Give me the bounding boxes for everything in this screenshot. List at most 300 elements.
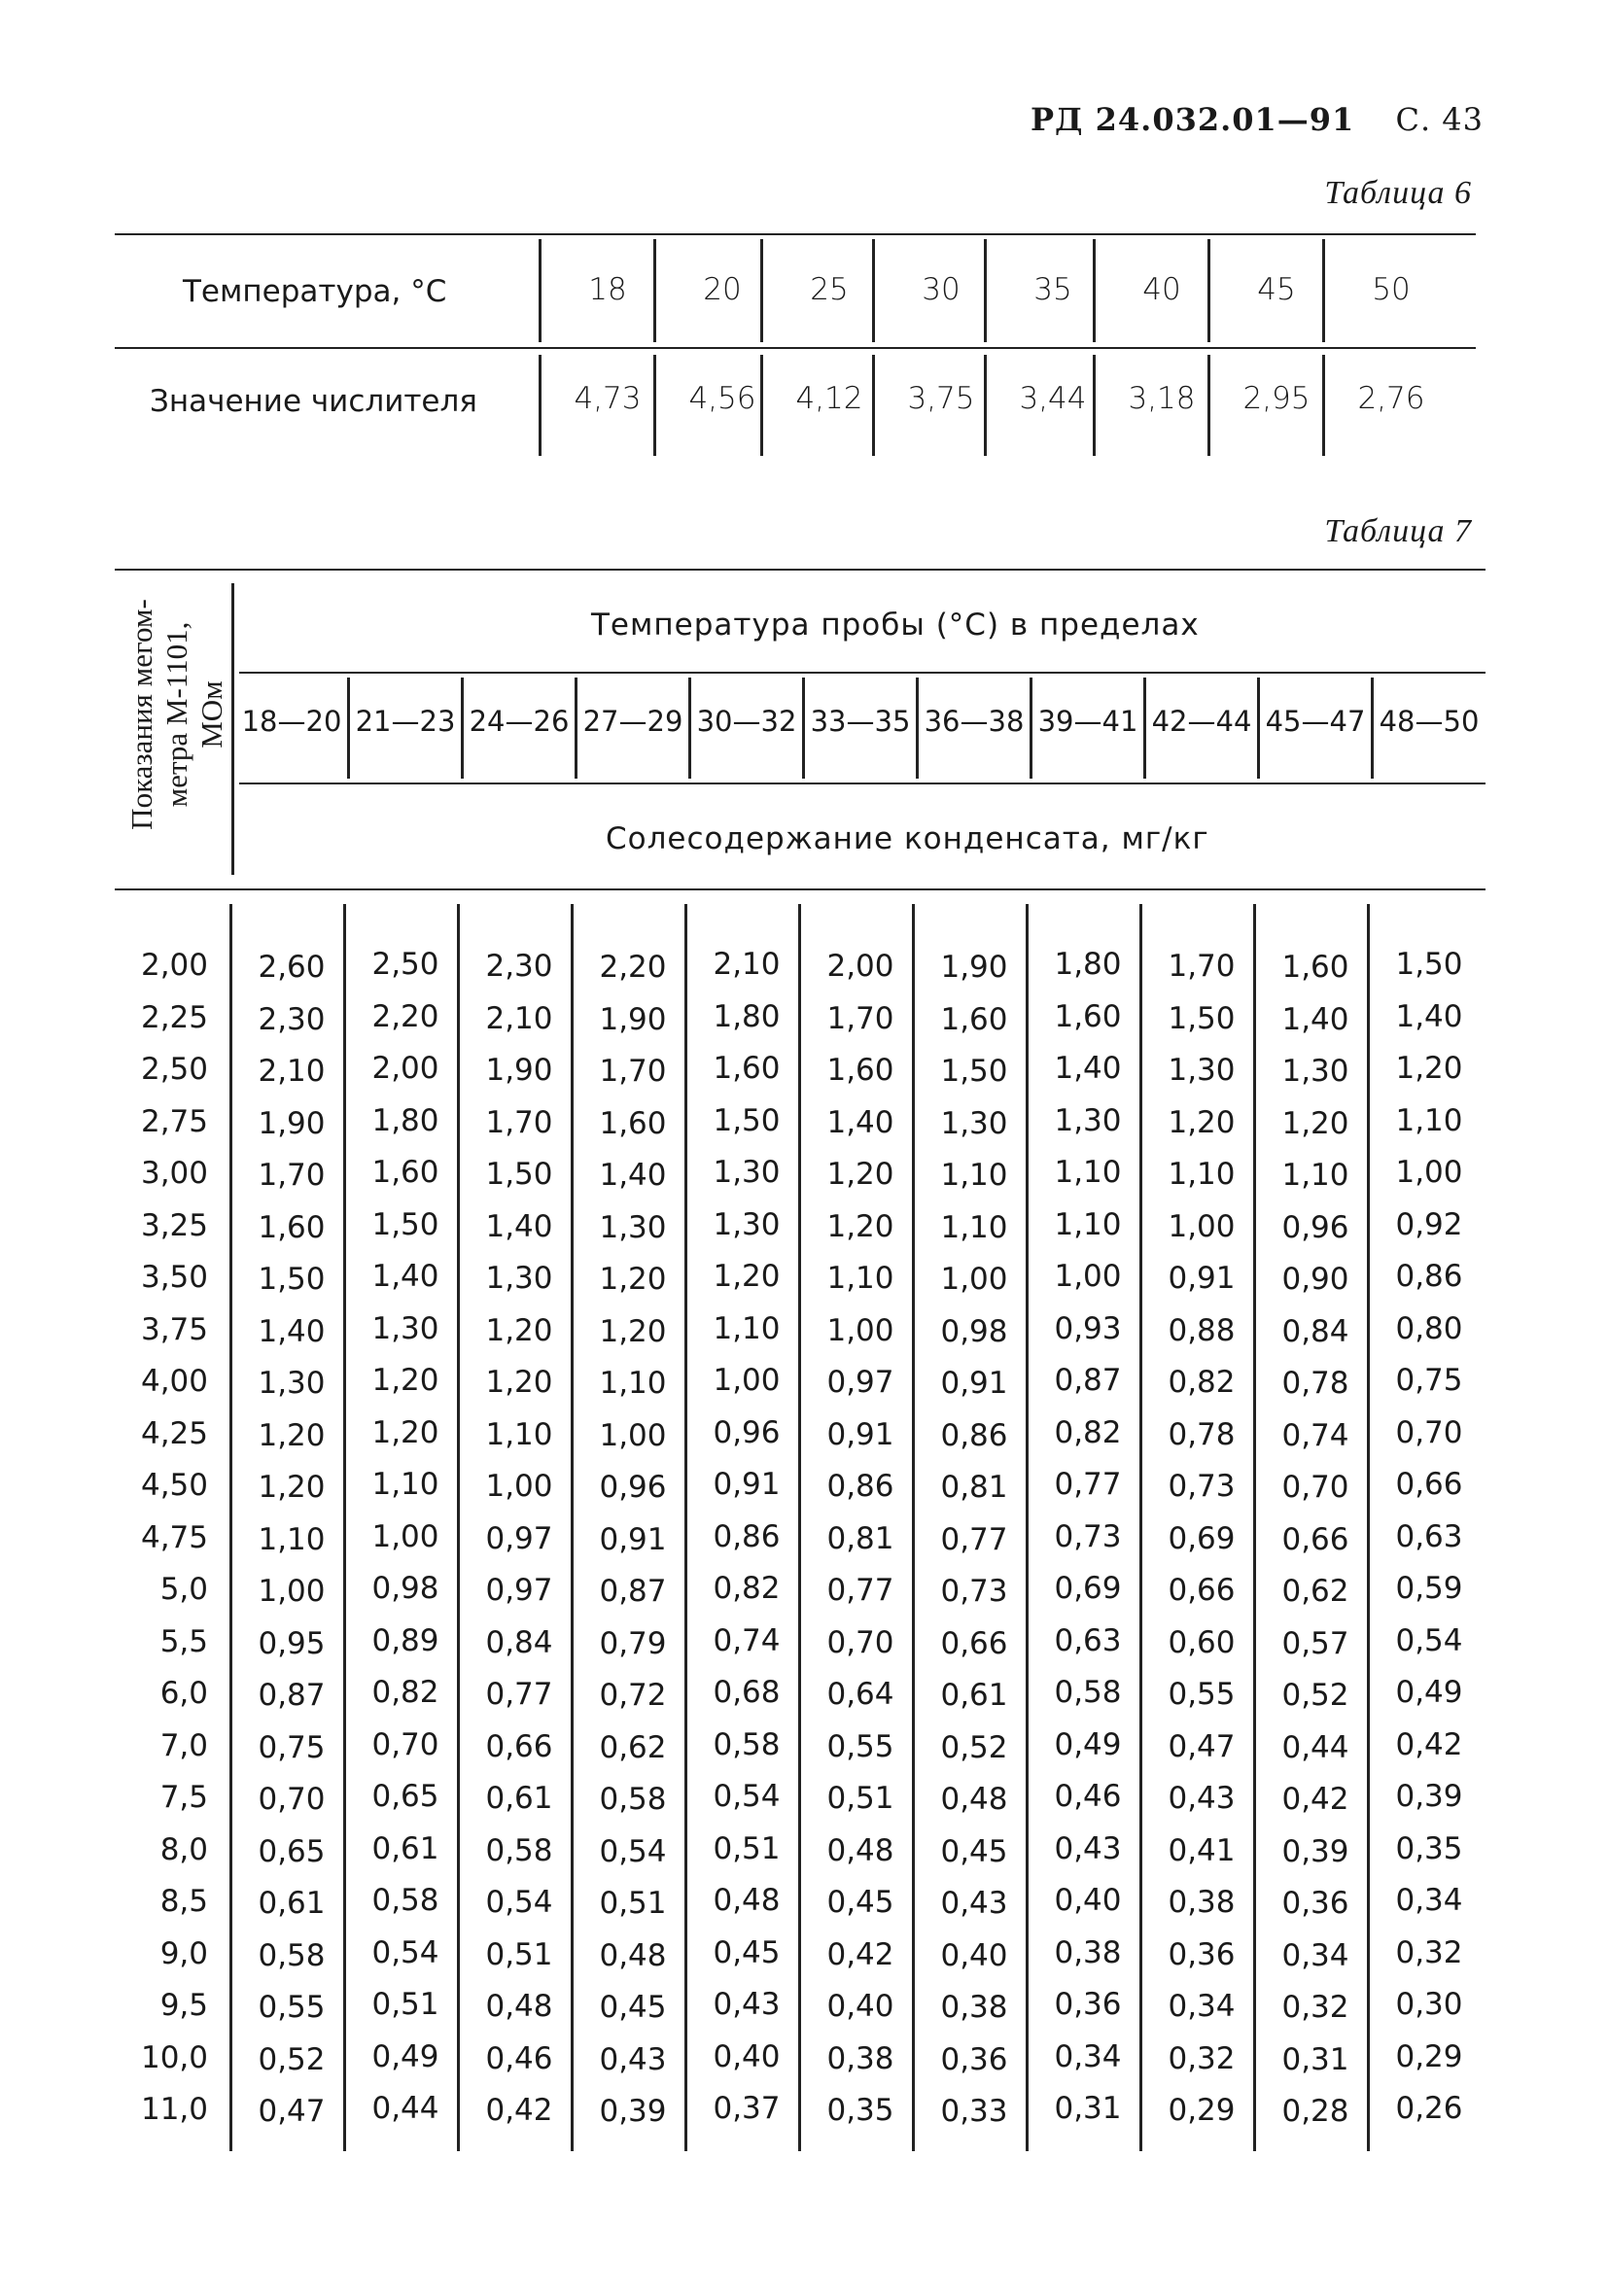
table7-value-cell: 0,87 [1054, 1363, 1122, 1398]
table7-range-header: 30—32 [696, 705, 797, 738]
table7-value-cell: 1,00 [258, 1574, 326, 1609]
table7-megohmmeter-reading: 4,00 [140, 1364, 208, 1399]
table7-value-cell: 1,20 [258, 1417, 326, 1453]
table7-value-cell: 0,46 [1054, 1779, 1122, 1814]
table7-value-cell: 0,45 [713, 1934, 781, 1970]
table7-value-cell: 0,44 [371, 2091, 439, 2126]
table6-column-rule [984, 239, 987, 342]
table7-value-cell: 0,51 [371, 1987, 439, 2022]
table7-value-cell: 0,48 [940, 1782, 1008, 1817]
table7-value-cell: 0,78 [1281, 1366, 1349, 1401]
table7-value-cell: 0,40 [713, 2038, 781, 2074]
table7-range-bottom-rule [239, 783, 1486, 784]
table7-value-cell: 2,50 [371, 947, 439, 982]
table7-value-cell: 0,49 [371, 2038, 439, 2074]
table7-range-rule [1371, 678, 1374, 779]
table7-value-cell: 0,52 [258, 2041, 326, 2077]
table7-value-cell: 1,20 [1168, 1104, 1236, 1140]
row-header-line-1: Показания мегом- [124, 599, 158, 830]
table7-value-cell: 1,20 [713, 1259, 781, 1294]
table7-value-cell: 0,45 [826, 1885, 894, 1920]
table6-temperature-label: Температура, °С [183, 274, 447, 309]
table7-value-cell: 0,82 [1168, 1365, 1236, 1400]
table7-value-cell: 0,73 [940, 1574, 1008, 1609]
table7-value-cell: 0,41 [1168, 1832, 1236, 1868]
table7-value-cell: 0,40 [1054, 1883, 1122, 1918]
table7-value-cell: 1,40 [1054, 1051, 1122, 1086]
table7-value-cell: 0,58 [1054, 1675, 1122, 1710]
table7-value-cell: 0,58 [371, 1883, 439, 1918]
table7-value-cell: 0,44 [1281, 1729, 1349, 1765]
table7-value-cell: 0,91 [599, 1521, 667, 1557]
table7-value-cell: 0,34 [1054, 2038, 1122, 2074]
table7-value-cell: 0,55 [258, 1990, 326, 2025]
table7-value-cell: 0,82 [1054, 1414, 1122, 1450]
table7-value-cell: 0,57 [1281, 1625, 1349, 1661]
table6-value-cell: 2,76 [1357, 381, 1425, 416]
table7-value-cell: 0,81 [940, 1470, 1008, 1505]
table7-value-cell: 0,31 [1054, 2091, 1122, 2126]
table7-value-cell: 1,40 [599, 1158, 667, 1193]
table7-column-rule [229, 904, 232, 2151]
table7-value-cell: 1,30 [713, 1206, 781, 1242]
table6-value-cell: 4,12 [795, 381, 863, 416]
table7-value-cell: 0,54 [1395, 1622, 1463, 1658]
table7-value-cell: 0,34 [1168, 1989, 1236, 2024]
table7-value-cell: 1,20 [599, 1262, 667, 1297]
table7-value-cell: 0,38 [1054, 1934, 1122, 1970]
table7-value-cell: 0,73 [1054, 1518, 1122, 1554]
table7-value-cell: 0,82 [713, 1571, 781, 1606]
table7-value-cell: 0,49 [1395, 1675, 1463, 1710]
table7-value-cell: 0,48 [599, 1937, 667, 1973]
table7-value-cell: 0,87 [599, 1574, 667, 1609]
table7-value-cell: 0,75 [258, 1729, 326, 1765]
table7-value-cell: 0,58 [713, 1726, 781, 1762]
table6-caption: Таблица 6 [1324, 175, 1472, 211]
table7-value-cell: 1,30 [940, 1105, 1008, 1141]
table7-megohmmeter-reading: 5,5 [159, 1623, 208, 1659]
table7-value-cell: 0,64 [826, 1677, 894, 1712]
table7-value-cell: 0,66 [1281, 1521, 1349, 1557]
table7-value-cell: 1,10 [1395, 1102, 1463, 1138]
table6-temperature-cell: 40 [1142, 272, 1181, 307]
table7-value-cell: 0,54 [599, 1833, 667, 1869]
table6-temperature-cell: 25 [810, 272, 849, 307]
table7-value-cell: 0,70 [258, 1782, 326, 1817]
table7-value-cell: 2,10 [713, 947, 781, 982]
table7-value-cell: 0,54 [485, 1885, 553, 1920]
table7-value-cell: 1,10 [1168, 1157, 1236, 1192]
table6-temperature-cell: 20 [703, 272, 742, 307]
table6-column-rule [872, 239, 875, 342]
table7-value-cell: 1,20 [258, 1470, 326, 1505]
table7-value-cell: 1,80 [1054, 947, 1122, 982]
table7-value-cell: 0,77 [1054, 1467, 1122, 1502]
table7-value-cell: 1,10 [599, 1366, 667, 1401]
table7-value-cell: 0,92 [1395, 1206, 1463, 1242]
table7-value-cell: 0,70 [1395, 1414, 1463, 1450]
table7-megohmmeter-reading: 3,25 [140, 1207, 208, 1243]
table6-column-rule [760, 239, 763, 342]
table7-value-cell: 1,00 [1395, 1155, 1463, 1190]
table7-range-header: 42—44 [1151, 705, 1252, 738]
table7-value-cell: 1,50 [1395, 947, 1463, 982]
table7-value-cell: 0,51 [485, 1936, 553, 1972]
table6-mid-rule [115, 347, 1476, 349]
table7-value-cell: 0,84 [1281, 1313, 1349, 1349]
table7-value-cell: 0,48 [826, 1832, 894, 1868]
table7-value-cell: 0,36 [1054, 1987, 1122, 2022]
table7-value-cell: 2,20 [371, 998, 439, 1034]
table7-value-cell: 1,60 [713, 1051, 781, 1086]
table7-value-cell: 1,10 [1054, 1206, 1122, 1242]
table7-value-cell: 0,74 [1281, 1417, 1349, 1453]
table7-value-cell: 0,28 [1281, 2094, 1349, 2129]
table7-value-cell: 0,77 [826, 1573, 894, 1608]
table7-value-cell: 1,10 [258, 1521, 326, 1557]
table6-value-cell: 4,56 [688, 381, 756, 416]
table7-value-cell: 0,49 [1054, 1726, 1122, 1762]
table7-megohmmeter-reading: 7,5 [159, 1780, 208, 1815]
table7-value-cell: 1,40 [485, 1208, 553, 1244]
table7-value-cell: 0,86 [826, 1469, 894, 1504]
table7-value-cell: 0,66 [940, 1625, 1008, 1661]
table7-value-cell: 1,00 [485, 1469, 553, 1504]
table7-value-cell: 0,60 [1168, 1624, 1236, 1660]
table7-range-rule [575, 678, 577, 779]
table7-value-cell: 1,30 [485, 1261, 553, 1296]
table7-value-cell: 1,10 [713, 1310, 781, 1346]
table7-value-cell: 0,97 [485, 1520, 553, 1556]
table7-value-cell: 1,70 [826, 1000, 894, 1036]
table6-temperature-cell: 30 [922, 272, 961, 307]
table7-value-cell: 0,35 [826, 2093, 894, 2128]
table7-value-cell: 1,20 [485, 1312, 553, 1348]
table7-value-cell: 0,79 [599, 1625, 667, 1661]
table7-value-cell: 2,00 [826, 949, 894, 984]
table7-value-cell: 0,42 [485, 2093, 553, 2128]
table7-value-cell: 1,90 [599, 1001, 667, 1037]
table6-column-rule [872, 355, 875, 456]
table6-column-rule [760, 355, 763, 456]
table7-value-cell: 1,20 [1395, 1051, 1463, 1086]
table6-value-cell: 3,44 [1019, 381, 1087, 416]
table7-range-rule [1143, 678, 1146, 779]
table7-value-cell: 1,90 [258, 1105, 326, 1141]
table7-value-cell: 0,63 [1054, 1622, 1122, 1658]
table7-value-cell: 1,50 [371, 1206, 439, 1242]
table7-value-cell: 1,40 [1395, 998, 1463, 1034]
table7-value-cell: 1,50 [258, 1262, 326, 1297]
table7-value-cell: 1,20 [1281, 1105, 1349, 1141]
table7-value-cell: 0,55 [826, 1728, 894, 1764]
table7-value-cell: 1,30 [371, 1310, 439, 1346]
table7-value-cell: 1,00 [826, 1312, 894, 1348]
table7-megohmmeter-reading: 6,0 [159, 1676, 208, 1711]
table7-header-bottom-rule [115, 888, 1486, 890]
table6-column-rule [539, 239, 542, 342]
table7-range-rule [916, 678, 919, 779]
table7-value-cell: 0,32 [1168, 2040, 1236, 2076]
table7-value-cell: 0,43 [713, 1987, 781, 2022]
table7-megohmmeter-reading: 2,00 [140, 948, 208, 983]
table7-range-rule [688, 678, 691, 779]
table7-value-cell: 1,70 [485, 1104, 553, 1140]
table7-value-cell: 0,91 [940, 1366, 1008, 1401]
table6-column-rule [1207, 239, 1210, 342]
table7-value-cell: 0,40 [940, 1937, 1008, 1973]
table7-value-cell: 1,00 [1054, 1259, 1122, 1294]
table7-value-cell: 1,20 [826, 1157, 894, 1192]
table6-top-rule [115, 233, 1476, 235]
table6 [115, 233, 1476, 457]
table7-range-header: 21—23 [355, 705, 456, 738]
table7-value-cell: 1,80 [371, 1102, 439, 1138]
page-header [1031, 101, 1484, 138]
table7-range-header: 18—20 [241, 705, 342, 738]
table7-value-cell: 1,10 [485, 1416, 553, 1452]
table7-value-cell: 0,34 [1395, 1883, 1463, 1918]
table7-value-cell: 0,61 [371, 1830, 439, 1866]
table7-value-cell: 1,60 [1281, 950, 1349, 985]
table7-value-cell: 1,30 [713, 1155, 781, 1190]
table7-value-cell: 0,77 [940, 1521, 1008, 1557]
table7-range-header: 36—38 [924, 705, 1025, 738]
table7-value-cell: 1,00 [713, 1363, 781, 1398]
table7-value-cell: 1,10 [1281, 1158, 1349, 1193]
table7-value-cell: 0,68 [713, 1675, 781, 1710]
table6-column-rule [539, 355, 542, 456]
table7-value-cell: 0,63 [1395, 1518, 1463, 1554]
table7-range-rule [1030, 678, 1032, 779]
table7-value-cell: 1,50 [940, 1054, 1008, 1089]
table7-value-cell: 0,61 [258, 1886, 326, 1921]
table7-value-cell: 0,35 [1395, 1830, 1463, 1866]
table7-value-cell: 0,36 [1168, 1936, 1236, 1972]
table7-megohmmeter-reading: 4,75 [140, 1519, 208, 1555]
table7-value-cell: 0,43 [940, 1886, 1008, 1921]
table7-value-cell: 1,60 [826, 1053, 894, 1088]
table7-range-header: 39—41 [1037, 705, 1138, 738]
table7-value-cell: 0,86 [713, 1518, 781, 1554]
table7-value-cell: 1,00 [940, 1262, 1008, 1297]
table7-value-cell: 0,33 [940, 2094, 1008, 2129]
table7-megohmmeter-reading: 8,5 [159, 1884, 208, 1919]
table7-megohmmeter-reading: 10,0 [140, 2039, 208, 2075]
table7-salt-content-header: Солесодержание конденсата, мг/кг [606, 821, 1209, 856]
table7-value-cell: 1,30 [1168, 1053, 1236, 1088]
table7-range-rule [347, 678, 350, 779]
table7-megohmmeter-reading: 8,0 [159, 1831, 208, 1867]
table7-range-header: 48—50 [1379, 705, 1480, 738]
table7-value-cell: 1,10 [940, 1158, 1008, 1193]
table7-value-cell: 0,59 [1395, 1571, 1463, 1606]
table7-value-cell: 2,30 [485, 949, 553, 984]
table7-value-cell: 1,00 [599, 1417, 667, 1453]
table7-value-cell: 0,46 [485, 2040, 553, 2076]
table7-value-cell: 2,60 [258, 950, 326, 985]
table7-value-cell: 1,40 [371, 1259, 439, 1294]
table7-value-cell: 0,73 [1168, 1469, 1236, 1504]
table7-megohmmeter-reading: 9,0 [159, 1935, 208, 1971]
table7-value-cell: 0,96 [599, 1470, 667, 1505]
table7-value-cell: 0,52 [1281, 1678, 1349, 1713]
table7-value-cell: 0,47 [258, 2094, 326, 2129]
table7-value-cell: 0,29 [1168, 2093, 1236, 2128]
table7-value-cell: 0,37 [713, 2091, 781, 2126]
table7-value-cell: 1,90 [485, 1053, 553, 1088]
row-header-line-2: метра М-1101, [159, 621, 193, 808]
table7-value-cell: 0,93 [1054, 1310, 1122, 1346]
table7-value-cell: 1,20 [599, 1313, 667, 1349]
table7-value-cell: 0,81 [826, 1520, 894, 1556]
table7-value-cell: 1,60 [371, 1155, 439, 1190]
table7-value-cell: 0,84 [485, 1624, 553, 1660]
row-header-line-3: МОм [194, 680, 228, 748]
table6-value-cell: 3,18 [1128, 381, 1196, 416]
table7-value-cell: 0,62 [599, 1729, 667, 1765]
table7-value-cell: 1,30 [1054, 1102, 1122, 1138]
table7-value-cell: 1,20 [826, 1208, 894, 1244]
table7-range-header: 33—35 [810, 705, 911, 738]
table7-value-cell: 0,98 [371, 1571, 439, 1606]
table7-value-cell: 0,36 [940, 2041, 1008, 2077]
table7-value-cell: 0,42 [1395, 1726, 1463, 1762]
table7 [115, 569, 1486, 2153]
table6-column-rule [653, 355, 656, 456]
table7-top-rule [115, 569, 1486, 571]
table6-temperature-cell: 18 [588, 272, 627, 307]
table7-value-cell: 0,91 [713, 1467, 781, 1502]
table7-range-header: 45—47 [1265, 705, 1366, 738]
table7-value-cell: 0,54 [371, 1934, 439, 1970]
table7-value-cell: 0,88 [1168, 1312, 1236, 1348]
table7-value-cell: 1,30 [599, 1209, 667, 1245]
table7-value-cell: 1,50 [713, 1102, 781, 1138]
table7-value-cell: 0,91 [1168, 1261, 1236, 1296]
table7-value-cell: 1,60 [1054, 998, 1122, 1034]
table7-value-cell: 0,58 [599, 1782, 667, 1817]
table7-value-cell: 0,65 [371, 1779, 439, 1814]
table7-value-cell: 2,10 [258, 1054, 326, 1089]
table7-value-cell: 0,90 [1281, 1262, 1349, 1297]
table6-column-rule [1093, 355, 1096, 456]
table7-value-cell: 0,39 [1395, 1779, 1463, 1814]
table7-value-cell: 0,89 [371, 1622, 439, 1658]
table7-value-cell: 1,00 [371, 1518, 439, 1554]
table7-megohmmeter-reading: 9,5 [159, 1988, 208, 2023]
table7-value-cell: 0,30 [1395, 1987, 1463, 2022]
table7-value-cell: 1,60 [940, 1001, 1008, 1037]
table6-column-rule [653, 239, 656, 342]
table7-value-cell: 1,80 [713, 998, 781, 1034]
table7-value-cell: 0,48 [485, 1989, 553, 2024]
table7-value-cell: 0,96 [713, 1414, 781, 1450]
table7-megohmmeter-reading: 5,0 [159, 1572, 208, 1607]
table7-value-cell: 1,70 [599, 1054, 667, 1089]
table7-value-cell: 0,38 [1168, 1885, 1236, 1920]
document-code: РД 24.032.01—91 [1030, 101, 1355, 138]
table7-value-cell: 0,78 [1168, 1416, 1236, 1452]
table7-value-cell: 1,70 [1168, 949, 1236, 984]
table7-megohmmeter-reading: 7,0 [159, 1727, 208, 1763]
table7-value-cell: 0,75 [1395, 1363, 1463, 1398]
table7-value-cell: 2,20 [599, 950, 667, 985]
table7-value-cell: 0,62 [1281, 1574, 1349, 1609]
table7-value-cell: 1,10 [940, 1209, 1008, 1245]
table7-value-cell: 0,43 [1054, 1830, 1122, 1866]
table6-column-rule [1322, 355, 1325, 456]
table6-value-cell: 2,95 [1242, 381, 1311, 416]
table7-value-cell: 0,39 [1281, 1833, 1349, 1869]
table7-value-cell: 0,97 [826, 1365, 894, 1400]
table7-value-cell: 1,10 [826, 1261, 894, 1296]
table7-value-cell: 0,34 [1281, 1937, 1349, 1973]
table7-value-cell: 0,55 [1168, 1677, 1236, 1712]
table7-value-cell: 0,31 [1281, 2041, 1349, 2077]
table6-temperature-cell: 45 [1257, 272, 1296, 307]
table7-value-cell: 0,86 [1395, 1259, 1463, 1294]
table7-value-cell: 0,66 [1168, 1573, 1236, 1608]
table7-value-cell: 0,66 [485, 1728, 553, 1764]
table7-value-cell: 0,96 [1281, 1209, 1349, 1245]
table7-range-top-rule [239, 672, 1486, 674]
table7-range-rule [461, 678, 464, 779]
table7-range-rule [802, 678, 805, 779]
table7-temperature-header: Температура пробы (°С) в пределах [591, 608, 1200, 643]
table7-value-cell: 0,74 [713, 1622, 781, 1658]
table7-value-cell: 0,87 [258, 1678, 326, 1713]
table7-value-cell: 0,54 [713, 1779, 781, 1814]
table7-value-cell: 0,45 [599, 1990, 667, 2025]
table7-value-cell: 1,50 [1168, 1000, 1236, 1036]
table7-value-cell: 1,20 [371, 1363, 439, 1398]
table7-value-cell: 0,43 [1168, 1781, 1236, 1816]
table7-value-cell: 1,10 [371, 1467, 439, 1502]
table7-value-cell: 0,43 [599, 2041, 667, 2077]
table7-value-cell: 1,70 [258, 1158, 326, 1193]
table7-megohmmeter-reading: 2,25 [140, 999, 208, 1035]
table7-value-cell: 0,77 [485, 1677, 553, 1712]
table7-value-cell: 0,51 [713, 1830, 781, 1866]
table7-value-cell: 0,70 [1281, 1470, 1349, 1505]
table7-megohmmeter-reading: 3,50 [140, 1260, 208, 1295]
table7-value-cell: 0,70 [826, 1624, 894, 1660]
table7-value-cell: 0,91 [826, 1416, 894, 1452]
table7-value-cell: 0,38 [940, 1990, 1008, 2025]
table7-megohmmeter-reading: 2,50 [140, 1052, 208, 1087]
table7-value-cell: 0,72 [599, 1678, 667, 1713]
table7-value-cell: 2,10 [485, 1000, 553, 1036]
table7-value-cell: 0,42 [1281, 1782, 1349, 1817]
table7-value-cell: 0,65 [258, 1833, 326, 1869]
table7-value-cell: 0,32 [1395, 1934, 1463, 1970]
table7-value-cell: 0,61 [940, 1678, 1008, 1713]
table7-value-cell: 0,58 [258, 1937, 326, 1973]
table7-value-cell: 0,45 [940, 1833, 1008, 1869]
table7-caption: Таблица 7 [1324, 513, 1472, 549]
table7-value-cell: 0,95 [258, 1625, 326, 1661]
table7-value-cell: 0,48 [713, 1883, 781, 1918]
table7-value-cell: 0,97 [485, 1573, 553, 1608]
table6-value-cell: 3,75 [907, 381, 975, 416]
table7-value-cell: 1,60 [258, 1209, 326, 1245]
table7-value-cell: 0,42 [826, 1936, 894, 1972]
table6-numerator-label: Значение числителя [150, 384, 477, 419]
table7-value-cell: 0,26 [1395, 2091, 1463, 2126]
table7-value-cell: 0,36 [1281, 1886, 1349, 1921]
